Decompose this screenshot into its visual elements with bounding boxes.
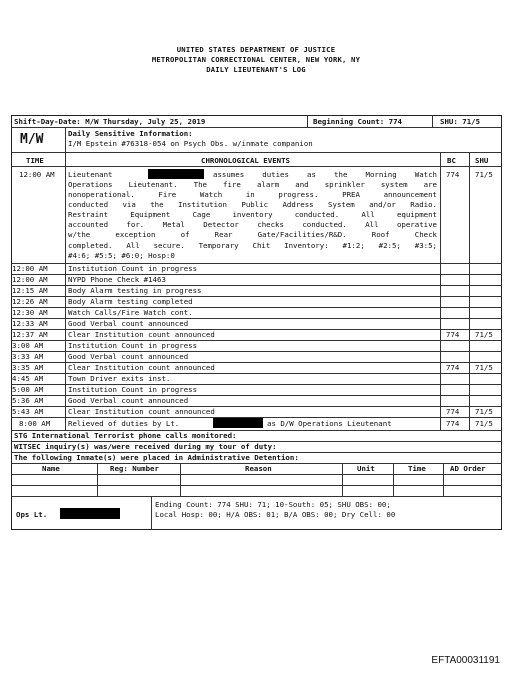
divider (307, 115, 308, 127)
shift-day-date: Shift-Day-Date: M/W Thursday, July 25, 2019 (14, 117, 206, 126)
stg-note: STG International Terrorist phone calls monitored: (14, 431, 237, 440)
entry-text: Institution Count in progress (68, 341, 198, 350)
column-time: TIME (26, 156, 44, 165)
entry-text: Good Verbal count announced (68, 319, 189, 328)
divider (65, 127, 66, 152)
entry-text: Clear Institution count announced (68, 407, 215, 416)
divider (440, 152, 441, 430)
entry-bc: 774 (446, 170, 460, 179)
document-id: EFTA00031191 (431, 655, 500, 666)
entry-text: Institution Count in progress (68, 385, 198, 394)
ad-col-time: Time (408, 464, 426, 473)
divider (11, 496, 502, 497)
entry-line: nonoperational. Fire Watch in progress. PREA announcement (68, 190, 437, 200)
redaction-box (60, 508, 120, 519)
entry-text: Town Driver exits inst. (68, 374, 171, 383)
entry-time: 12:37 AM (12, 330, 48, 339)
redaction-box (148, 169, 204, 179)
ad-col-reason: Reason (245, 464, 272, 473)
entry-text: as D/W Operations Lieutenant (267, 419, 392, 428)
entry-text: Relieved of duties by Lt. (68, 419, 180, 428)
redaction-box (213, 418, 263, 428)
shift-code: M/W (20, 132, 44, 147)
entry-text: Clear Institution count announced (68, 330, 215, 339)
entry-line: w/the exception of Rear Gate/Facilities/R&D. Roof Check (68, 230, 437, 240)
entry-bc: 774 (446, 363, 460, 372)
entry-time: 12:00 AM (12, 264, 48, 273)
entry-line: Restraint Equipment Cage inventory conducted. All equipment (68, 210, 437, 220)
entry-text: Clear Institution count announced (68, 363, 215, 372)
entry-time: 3:00 AM (12, 341, 44, 350)
divider (11, 485, 502, 486)
entry-time: 3:35 AM (12, 363, 44, 372)
entry-time: 5:00 AM (12, 385, 44, 394)
entry-text: Body Alarm testing in progress (68, 286, 202, 295)
divider (97, 463, 98, 496)
divider (180, 463, 181, 496)
entry-line: accounted for. Metal Detector checks conducted. All operative (68, 220, 437, 230)
ending-details: Local Hosp: 00; H/A OBS: 01; B/A OBS: 00; Dry Cell: 00 (155, 510, 396, 519)
entry-text: assumes duties as the Morning Watch (213, 170, 437, 179)
entry-time: 3:33 AM (12, 352, 44, 361)
witsec-note: WITSEC inquiry(s) was/were received during my tour of duty: (14, 442, 277, 451)
entry-time: 12:26 AM (12, 297, 48, 306)
divider (432, 115, 433, 127)
entry-text: Lieutenant (68, 170, 113, 179)
entry-time: 12:33 AM (12, 319, 48, 328)
column-events: CHRONOLOGICAL EVENTS (201, 156, 290, 165)
entry-line: Operations Lieutenant. The fire alarm and sprinkler system are (68, 180, 437, 189)
entry-time: 12:00 AM (19, 170, 55, 179)
entry-text: Institution Count in progress (68, 264, 198, 273)
entry-bc: 774 (446, 407, 460, 416)
divider (443, 463, 444, 496)
entry-shu: 71/5 (475, 170, 493, 179)
entry-bc: 774 (446, 419, 460, 428)
entry-time: 8:00 AM (19, 419, 51, 428)
shift-shu: SHU: 71/5 (440, 117, 481, 126)
ad-col-reg: Reg: Number (110, 464, 159, 473)
entry-shu: 71/5 (475, 363, 493, 372)
entry-line: conducted via the Institution Public Address System and/or Radio. (68, 200, 437, 210)
ending-count: Ending Count: 774 SHU: 71; 10-South: 05; SHU OBS: 00; (155, 500, 391, 509)
entry-text: NYPD Phone Check #1463 (68, 275, 166, 284)
column-bc: BC (447, 156, 456, 165)
entry-time: 12:00 AM (12, 275, 48, 284)
ad-col-unit: Unit (357, 464, 375, 473)
divider (11, 152, 502, 153)
entry-text: Watch Calls/Fire Watch cont. (68, 308, 193, 317)
sensitive-title: Daily Sensitive Information: (68, 129, 193, 138)
ad-col-order: AD Order (450, 464, 486, 473)
divider (342, 463, 343, 496)
entry-time: 12:30 AM (12, 308, 48, 317)
divider (11, 127, 502, 128)
entry-shu: 71/5 (475, 407, 493, 416)
header-log-title: DAILY LIEUTENANT'S LOG (206, 65, 306, 74)
sensitive-text: I/M Epstein #76318-054 on Psych Obs. w/inmate companion (68, 139, 313, 148)
entry-bc: 774 (446, 330, 460, 339)
entry-time: 12:15 AM (12, 286, 48, 295)
entry-text: Body Alarm testing completed (68, 297, 193, 306)
entry-body (68, 180, 437, 261)
entry-text: Good Verbal count announced (68, 396, 189, 405)
entry-shu: 71/5 (475, 330, 493, 339)
admin-detention-note: The following Inmate(s) were placed in Administrative Detention: (14, 453, 299, 462)
header-facility: METROPOLITAN CORRECTIONAL CENTER, NEW YORK, NY (151, 55, 361, 64)
column-shu: SHU (475, 156, 489, 165)
divider (65, 152, 66, 430)
entry-time: 4:45 AM (12, 374, 44, 383)
entry-line: completed. All secure. Temporary Chit Inventory: #1:2; #2:5; #3:5; (68, 240, 437, 250)
ops-lt-label: Ops Lt. (16, 510, 48, 519)
entry-text: Good Verbal count announced (68, 352, 189, 361)
header-agency: UNITED STATES DEPARTMENT OF JUSTICE (176, 45, 336, 54)
divider (469, 152, 470, 430)
divider (11, 166, 502, 167)
entry-time: 5:36 AM (12, 396, 44, 405)
entry-time: 5:43 AM (12, 407, 44, 416)
beginning-count: Beginning Count: 774 (313, 117, 402, 126)
entry-line: #4:6; #5:5; #6:0; Hosp:0 (68, 250, 175, 260)
divider (11, 474, 502, 475)
divider (393, 463, 394, 496)
ad-col-name: Name (42, 464, 60, 473)
divider (151, 496, 152, 530)
entry-shu: 71/5 (475, 419, 493, 428)
